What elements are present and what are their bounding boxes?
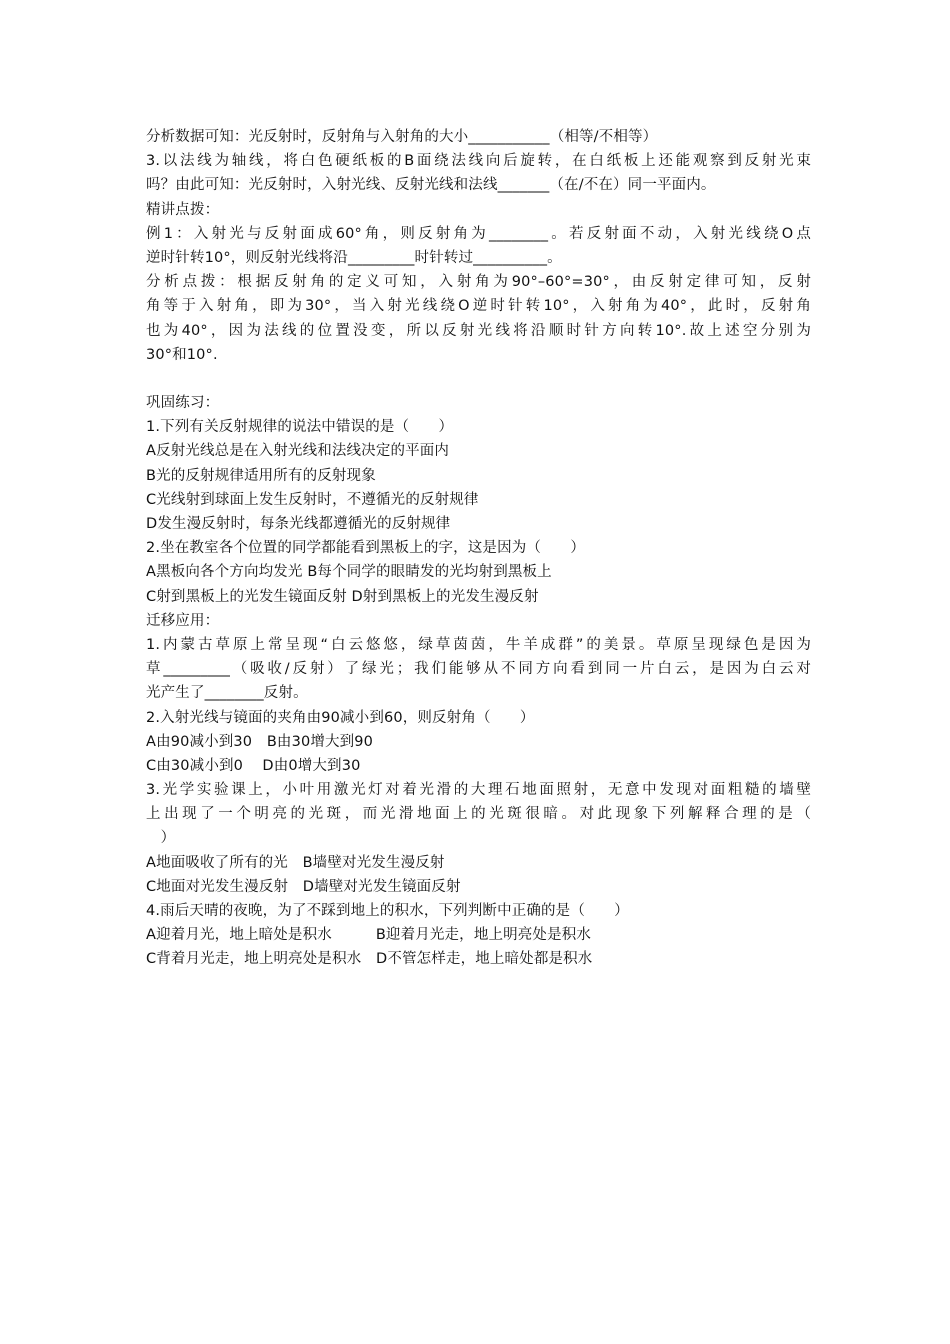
blank-line <box>146 367 811 391</box>
text-line: 例1：入射光与反射面成60°角，则反射角为________。若反射面不动，入射光线绕O点 <box>146 225 811 242</box>
text-line: 30°和10°. <box>146 346 218 363</box>
question: 草_________（吸收/反射）了绿光；我们能够从不同方向看到同一片白云，是因为白云对 <box>146 661 811 678</box>
question: 2.入射光线与镜面的夹角由90减小到60，则反射角（ ） <box>146 709 535 726</box>
question: 1.下列有关反射规律的说法中错误的是（ ） <box>146 419 454 436</box>
text-line: 分析点拨：根据反射角的定义可知，入射角为90°–60°=30°，由反射定律可知，反射 <box>146 274 811 291</box>
question: 3.光学实验课上，小叶用激光灯对着光滑的大理石地面照射，无意中发现对面粗糙的墙壁 <box>146 782 811 799</box>
text-line: 也为40°，因为法线的位置没变，所以反射光线将沿顺时针方向转10°.故上述空分别为 <box>146 322 811 339</box>
option: A黑板向各个方向均发光 B每个同学的眼睛发的光均射到黑板上 <box>146 564 552 581</box>
text-line: 角等于入射角，即为30°，当入射光线绕O逆时针转10°，入射角为40°，此时，反射角 <box>146 298 811 315</box>
section-heading: 精讲点拨： <box>146 201 220 218</box>
option: C由30减小到0 D由0增大到30 <box>146 757 361 774</box>
option: A迎着月光，地上暗处是积水 B迎着月光走，地上明亮处是积水 <box>146 927 592 944</box>
section-heading: 巩固练习： <box>146 395 220 412</box>
document-body <box>146 125 811 972</box>
text-line: 分析数据可知：光反射时，反射角与入射角的大小___________（相等/不相等） <box>146 129 658 145</box>
text-line: 3.以法线为轴线，将白色硬纸板的B面绕法线向后旋转，在白纸板上还能观察到反射光束 <box>146 153 811 170</box>
option: A地面吸收了所有的光 B墙壁对光发生漫反射 <box>146 854 445 871</box>
option: A由90减小到30 B由30增大到90 <box>146 733 374 750</box>
question: 光产生了________反射。 <box>146 685 308 702</box>
question: 上出现了一个明亮的光斑，而光滑地面上的光斑很暗。对此现象下列解释合理的是（ <box>146 806 811 823</box>
question: 1.内蒙古草原上常呈现“白云悠悠，绿草茵茵，牛羊成群”的美景。草原呈现绿色是因为 <box>146 636 811 653</box>
option: C光线射到球面上发生反射时，不遵循光的反射规律 <box>146 491 479 508</box>
text-line: 吗？由此可知：光反射时，入射光线、反射光线和法线_______（在/不在）同一平面内。 <box>146 177 716 194</box>
question: 4.雨后天晴的夜晚，为了不踩到地上的积水，下列判断中正确的是（ ） <box>146 903 629 919</box>
option: C地面对光发生漫反射 D墙壁对光发生镜面反射 <box>146 878 461 895</box>
option: D发生漫反射时，每条光线都遵循光的反射规律 <box>146 516 451 532</box>
option: B光的反射规律适用所有的反射现象 <box>146 467 376 484</box>
question: ） <box>146 830 176 847</box>
option: C射到黑板上的光发生镜面反射 D射到黑板上的光发生漫反射 <box>146 588 539 605</box>
option: A反射光线总是在入射光线和法线决定的平面内 <box>146 443 450 460</box>
section-heading: 迁移应用： <box>146 612 220 629</box>
option: C背着月光走，地上明亮处是积水 D不管怎样走，地上暗处都是积水 <box>146 951 593 968</box>
text-line: 逆时针转10°，则反射光线将沿_________时针转过__________。 <box>146 249 562 266</box>
question: 2.坐在教室各个位置的同学都能看到黑板上的字，这是因为（ ） <box>146 540 585 557</box>
